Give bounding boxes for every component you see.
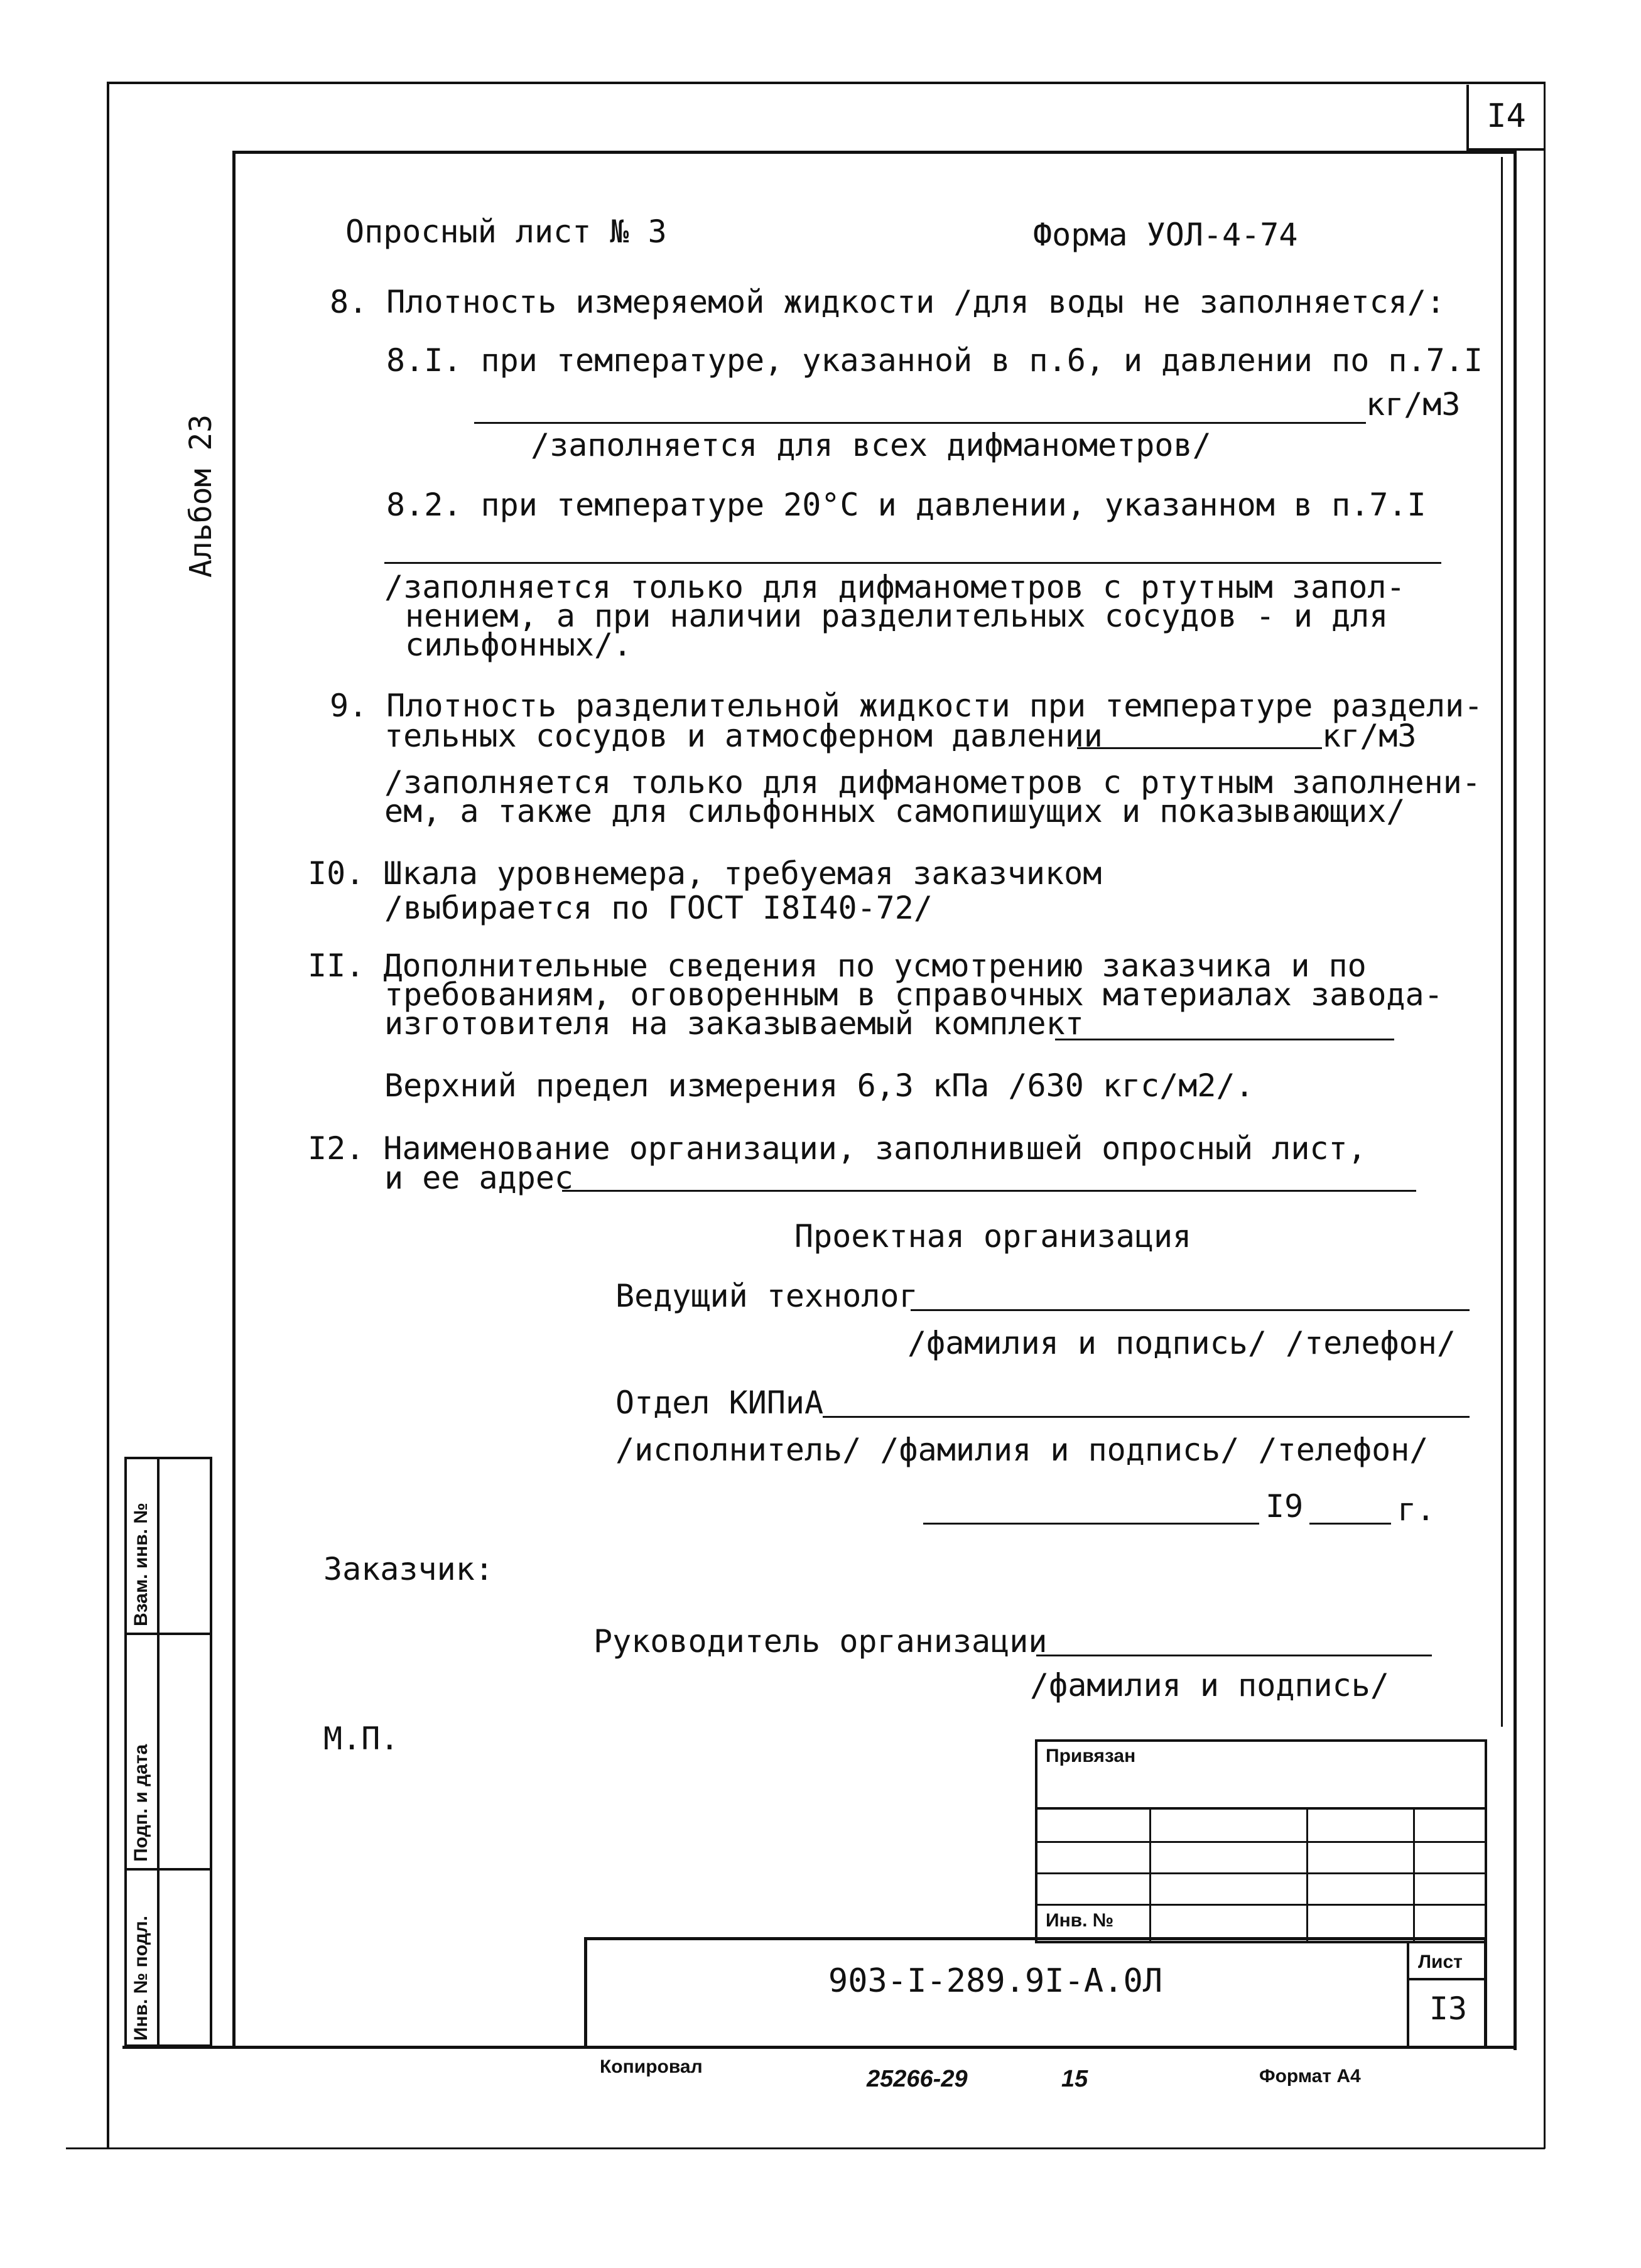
outer-frame-left bbox=[107, 82, 109, 2147]
kip-dept-fill-line[interactable] bbox=[823, 1416, 1470, 1418]
copy-number: 25266-29 bbox=[867, 2066, 968, 2092]
item-8-1-fill-line[interactable] bbox=[474, 422, 1366, 424]
item-12-line-1: I2. Наименование организации, заполнившей опросный лист, bbox=[308, 1130, 1367, 1167]
form-code: Форма УОЛ-4-74 bbox=[1033, 217, 1298, 253]
head-label: Руководитель организации bbox=[593, 1623, 1048, 1660]
side-stamp-replace-label: Взам. инв. № bbox=[131, 1503, 151, 1626]
item-9-note-1: /заполняется только для дифманометров с ртутным заполнени- bbox=[384, 764, 1481, 801]
attached-col-3 bbox=[1413, 1807, 1415, 1943]
outer-frame-right bbox=[1544, 82, 1546, 2149]
head-fill-line[interactable] bbox=[1036, 1655, 1432, 1656]
sheet-value: I3 bbox=[1429, 1990, 1468, 2027]
item-11-line-1: II. Дополнительные сведения по усмотрению заказчика и по bbox=[308, 948, 1367, 984]
item-11-line-3: изготовителя на заказываемый комплект bbox=[384, 1005, 1084, 1042]
item-8-2: 8.2. при температуре 20°С и давлении, указанном в п.7.I bbox=[386, 487, 1426, 523]
frame-right bbox=[1514, 151, 1517, 2050]
kip-dept-label: Отдел КИПиА bbox=[615, 1385, 824, 1421]
item-8: 8. Плотность измеряемой жидкости /для воды не заполняется/: bbox=[330, 284, 1446, 320]
item-8-2-note-1: /заполняется только для дифманометров с ртутным запол- bbox=[384, 569, 1405, 605]
side-stamp-divider bbox=[157, 1457, 160, 2047]
year-suffix: г. bbox=[1397, 1491, 1436, 1528]
sheet-number-box bbox=[1466, 85, 1544, 151]
year-fill-line[interactable] bbox=[1309, 1523, 1391, 1525]
outer-frame-bottom bbox=[66, 2147, 1545, 2149]
head-caption: /фамилия и подпись/ bbox=[1030, 1667, 1389, 1704]
item-11-extra: Верхний предел измерения 6,3 кПа /630 кгс/м2/. bbox=[384, 1067, 1254, 1104]
item-8-1: 8.I. при температуре, указанной в п.6, и давлении по п.7.I bbox=[386, 342, 1483, 379]
copy-number-2: 15 bbox=[1061, 2066, 1088, 2092]
attached-row-4 bbox=[1035, 1904, 1487, 1906]
project-org: Проектная организация bbox=[794, 1218, 1192, 1255]
item-9-line-2: тельных сосудов и атмосферном давлении bbox=[384, 718, 1103, 754]
form-title: Опросный лист № 3 bbox=[345, 213, 667, 250]
side-stamp-row-2 bbox=[124, 1868, 212, 1871]
album-label: Альбом 23 bbox=[183, 414, 219, 578]
item-12-line-2: и ее адрес bbox=[384, 1160, 574, 1196]
frame-top bbox=[232, 151, 1517, 154]
attached-row-3 bbox=[1035, 1872, 1487, 1874]
stamp-place: М.П. bbox=[323, 1720, 399, 1757]
attached-row-2 bbox=[1035, 1841, 1487, 1843]
sheet-cell-divider bbox=[1407, 1978, 1487, 1980]
doc-code: 903-I-289.9I-А.0Л bbox=[828, 1962, 1163, 2000]
attached-row-1 bbox=[1035, 1807, 1487, 1810]
attached-label: Привязан bbox=[1046, 1746, 1136, 1766]
frame-left bbox=[232, 151, 236, 2048]
item-8-2-fill-line[interactable] bbox=[384, 562, 1441, 564]
outer-frame-top bbox=[107, 82, 1545, 84]
item-11-line-2: требованиям, оговоренным в справочных материалах завода- bbox=[384, 976, 1443, 1013]
item-9-fill-line[interactable] bbox=[1077, 747, 1322, 749]
year-prefix: I9 bbox=[1265, 1488, 1304, 1525]
item-8-1-unit: кг/м3 bbox=[1366, 386, 1461, 423]
lead-tech-label: Ведущий технолог bbox=[615, 1278, 918, 1314]
sheet-number: I4 bbox=[1487, 97, 1526, 135]
item-8-1-note: /заполняется для всех дифманометров/ bbox=[531, 427, 1211, 463]
sheet-label: Лист bbox=[1418, 1952, 1463, 1972]
item-8-2-note-2: нением, а при наличии разделительных сосудов - и для bbox=[405, 598, 1389, 634]
date-fill-line[interactable] bbox=[923, 1523, 1259, 1525]
item-12-fill-line[interactable] bbox=[562, 1190, 1416, 1192]
inv-no-label: Инв. № bbox=[1046, 1910, 1114, 1931]
item-9-unit: кг/м3 bbox=[1322, 718, 1417, 754]
item-8-2-note-3: сильфонных/. bbox=[405, 627, 632, 663]
item-11-fill-line[interactable] bbox=[1055, 1039, 1394, 1040]
item-9-line-1: 9. Плотность разделительной жидкости при температуре раздели- bbox=[330, 688, 1483, 724]
side-stamp-row-1 bbox=[124, 1633, 212, 1635]
copied-label: Копировал bbox=[600, 2056, 703, 2077]
item-10-line-2: /выбирается по ГОСТ I8I40-72/ bbox=[384, 890, 933, 926]
customer-label: Заказчик: bbox=[323, 1551, 494, 1587]
frame-right-inner bbox=[1501, 157, 1503, 1727]
kip-dept-caption: /исполнитель/ /фамилия и подпись/ /телефон/ bbox=[615, 1432, 1429, 1468]
attached-col-1 bbox=[1149, 1807, 1151, 1943]
side-stamp-sign-label: Подп. и дата bbox=[131, 1744, 151, 1862]
item-10-line-1: I0. Шкала уровнемера, требуемая заказчиком bbox=[308, 855, 1102, 892]
attached-col-2 bbox=[1306, 1807, 1308, 1943]
item-9-note-2: ем, а также для сильфонных самопишущих и показывающих/ bbox=[384, 793, 1405, 829]
lead-tech-caption: /фамилия и подпись/ /телефон/ bbox=[907, 1325, 1456, 1361]
lead-tech-fill-line[interactable] bbox=[911, 1309, 1470, 1311]
format-label: Формат А4 bbox=[1259, 2066, 1361, 2087]
side-stamp-inv-label: Инв. № подл. bbox=[131, 1915, 151, 2041]
